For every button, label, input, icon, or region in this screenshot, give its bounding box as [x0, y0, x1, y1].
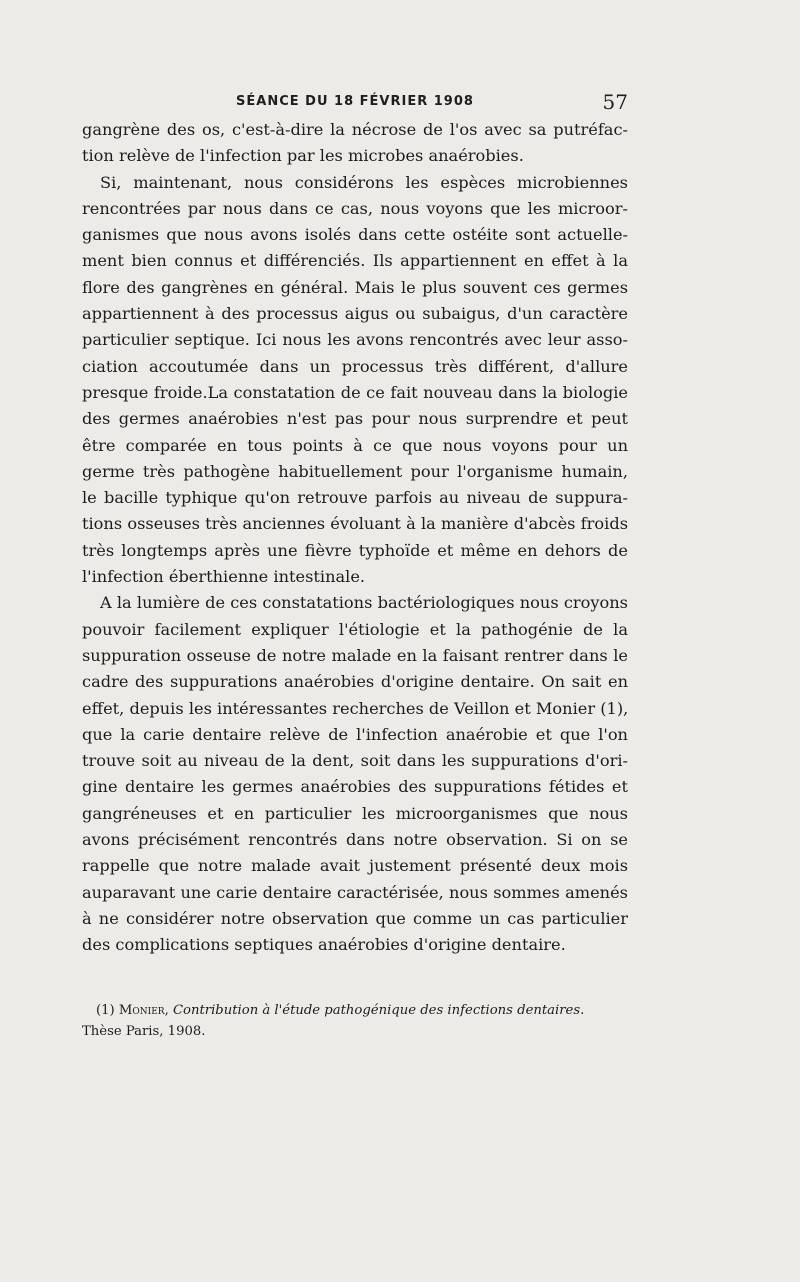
text-line: appartiennent à des processus aigus ou subaigus, d'un caractère [82, 304, 628, 324]
text-line: auparavant une carie dentaire caractérisée, nous sommes amenés [82, 882, 628, 902]
header-title: SÉANCE DU 18 FÉVRIER 1908 [236, 94, 474, 109]
text-line: Si, maintenant, nous considérons les espèces microbiennes [100, 172, 628, 192]
footnote-title: Contribution à l'étude pathogénique des infections dentaires. [172, 1003, 585, 1018]
text-line: des complications septiques anaérobies d'origine dentaire. [82, 935, 566, 955]
text-line: tions osseuses très anciennes évoluant à la manière d'abcès froids [82, 514, 628, 534]
text-line: des germes anaérobies n'est pas pour nous surprendre et peut [82, 409, 628, 429]
text-line: gine dentaire les germes anaérobies des suppurations fétides et [82, 777, 628, 797]
text-line: à ne considérer notre observation que comme un cas particulier [82, 908, 628, 928]
text-line: gangréneuses et en particulier les microorganismes que nous [82, 803, 628, 823]
running-header [82, 90, 628, 114]
body-text [82, 117, 628, 959]
text-line: rappelle que notre malade avait justement présenté deux mois [82, 856, 628, 876]
footnote [82, 1000, 628, 1042]
text-line: presque froide.La constatation de ce fait nouveau dans la biologie [82, 382, 628, 402]
text-line: que la carie dentaire relève de l'infection anaérobie et que l'on [82, 724, 628, 744]
text-line: A la lumière de ces constatations bactériologiques nous croyons [100, 593, 628, 613]
text-line: avons précisément rencontrés dans notre observation. Si on se [82, 830, 628, 850]
text-line: ment bien connus et différenciés. Ils appartiennent en effet à la [82, 251, 628, 271]
text-line: flore des gangrènes en général. Mais le plus souvent ces germes [82, 277, 628, 297]
text-line: suppuration osseuse de notre malade en la faisant rentrer dans le [82, 645, 628, 665]
text-line: particulier septique. Ici nous les avons rencontrés avec leur asso- [82, 330, 628, 350]
footnote-author: Monier [118, 1003, 165, 1018]
text-line: pouvoir facilement expliquer l'étiologie et la pathogénie de la [82, 619, 628, 639]
text-line: l'infection éberthienne intestinale. [82, 567, 366, 587]
text-line: très longtemps après une fièvre typhoïde et même en dehors de [82, 540, 628, 560]
text-line: germe très pathogène habituellement pour l'organisme humain, [82, 461, 628, 481]
footnote-marker: (1) [96, 1003, 115, 1018]
text-line: gangrène des os, c'est-à-dire la nécrose de l'os avec sa putréfac- [82, 120, 628, 139]
text-line: effet, depuis les intéressantes recherches de Veillon et Monier (1), [82, 698, 629, 718]
page-number: 57 [602, 90, 628, 114]
text-line: tion relève de l'infection par les microbes anaérobies. [82, 146, 524, 166]
text-line: ciation accoutumée dans un processus très différent, d'allure [82, 356, 628, 376]
footnote-line: (1) Monier, Contribution à l'étude pathogénique des infections dentaires. [96, 1003, 585, 1018]
text-line: trouve soit au niveau de la dent, soit dans les suppurations d'ori- [82, 751, 628, 771]
footnote-line-2: Thèse Paris, 1908. [82, 1024, 206, 1039]
text-line: rencontrées par nous dans ce cas, nous voyons que les microor- [82, 198, 628, 218]
text-line: cadre des suppurations anaérobies d'origine dentaire. On sait en [82, 672, 628, 692]
text-line: être comparée en tous points à ce que nous voyons pour un [82, 435, 628, 455]
text-line: ganismes que nous avons isolés dans cette ostéite sont actuelle- [82, 225, 628, 245]
text-line: le bacille typhique qu'on retrouve parfois au niveau de suppura- [82, 488, 628, 508]
